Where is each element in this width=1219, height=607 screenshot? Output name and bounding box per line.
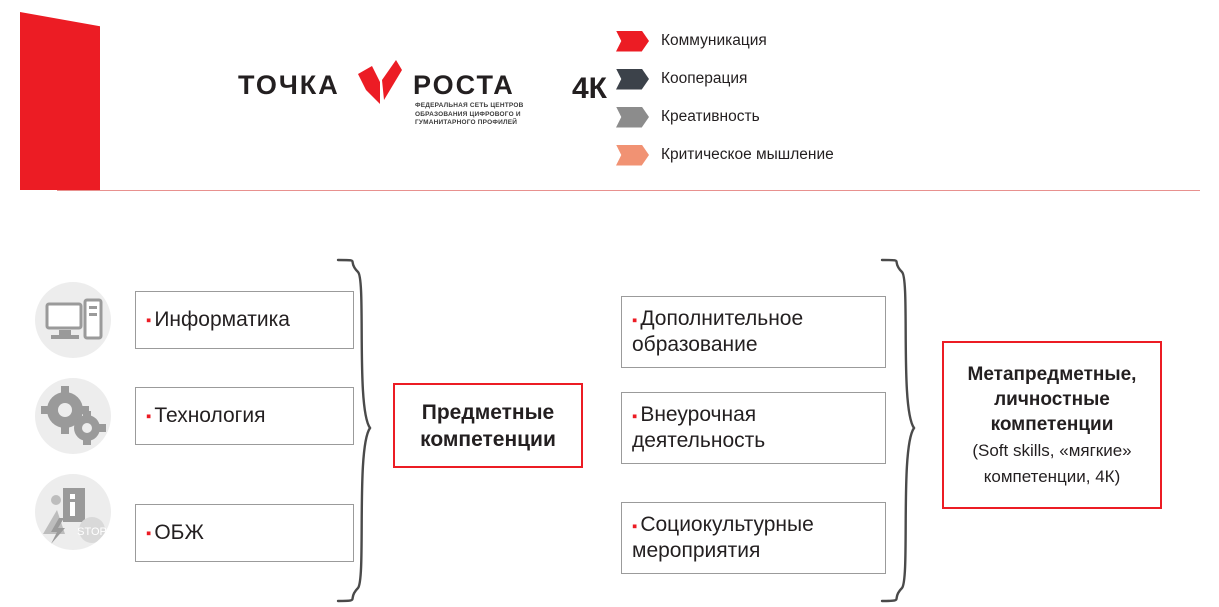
logo-word-left: ТОЧКА [238, 70, 340, 100]
legend-item-critical-thinking [616, 136, 1016, 174]
subject-label: Технология [154, 404, 266, 427]
bullet-icon: ▪ [632, 312, 638, 329]
bullet-icon: ▪ [632, 518, 638, 535]
gears-icon [35, 378, 111, 454]
tochka-rosta-logo [238, 60, 558, 130]
right-line-3: компетенции [990, 413, 1114, 435]
legend-label: Коммуникация [661, 32, 767, 49]
legend-label: Критическое мышление [661, 146, 834, 163]
bullet-icon: ▪ [146, 311, 152, 329]
right-brace [880, 258, 928, 603]
bullet-icon: ▪ [146, 524, 152, 542]
subject-box-obzh[interactable] [135, 504, 354, 562]
legend-swatch-icon [616, 31, 649, 52]
activity-line-2: мероприятия [632, 539, 761, 562]
legend-label: Кооперация [661, 70, 748, 87]
activity-line-1: Социокультурные [640, 513, 814, 536]
legend-item-creativity [616, 98, 1016, 136]
activity-line-1: Дополнительное [640, 307, 804, 330]
right-line-1: Метапредметные, [967, 363, 1137, 385]
red-flag-decoration [20, 12, 100, 190]
legend-item-cooperation [616, 60, 1016, 98]
header-divider [57, 190, 1200, 191]
activity-line-1: Внеурочная [640, 403, 757, 426]
activity-line-2: деятельность [632, 429, 766, 452]
activity-box-sociocultural[interactable] [621, 502, 886, 574]
safety-icon [35, 474, 111, 550]
activity-box-supplementary-education[interactable] [621, 296, 886, 368]
meta-competencies-box[interactable] [942, 341, 1162, 509]
activity-line-2: образование [632, 333, 758, 356]
subject-label: Информатика [154, 308, 290, 331]
central-competencies-box[interactable] [393, 383, 583, 468]
logo-subtitle: ФЕДЕРАЛЬНАЯ СЕТЬ ЦЕНТРОВ ОБРАЗОВАНИЯ ЦИФРОВОГО И ГУМАНИТАРНОГО ПРОФИЛЕЙ [415, 102, 524, 126]
computer-icon [35, 282, 111, 358]
legend [616, 22, 1016, 174]
subject-box-informatics[interactable] [135, 291, 354, 349]
activity-box-extracurricular[interactable] [621, 392, 886, 464]
bullet-icon: ▪ [632, 408, 638, 425]
legend-swatch-icon [616, 145, 649, 166]
subject-label: ОБЖ [154, 521, 204, 544]
svg-text:STOP: STOP [77, 526, 107, 538]
legend-swatch-icon [616, 107, 649, 128]
logo-checkmark-icon [358, 60, 402, 114]
center-line-2: компетенции [420, 427, 556, 451]
legend-swatch-icon [616, 69, 649, 90]
legend-item-communication [616, 22, 1016, 60]
subject-box-technology[interactable] [135, 387, 354, 445]
logo-word-right: РОСТА [413, 70, 515, 100]
fourk-label: 4К [572, 72, 607, 105]
right-line-2: личностные [994, 388, 1110, 410]
center-line-1: Предметные [421, 400, 555, 424]
legend-label: Креативность [661, 108, 760, 125]
right-line-4: (Soft skills, «мягкие» [972, 440, 1132, 460]
right-line-5: компетенции, 4К) [983, 466, 1121, 486]
bullet-icon: ▪ [146, 407, 152, 425]
left-brace [336, 258, 384, 603]
